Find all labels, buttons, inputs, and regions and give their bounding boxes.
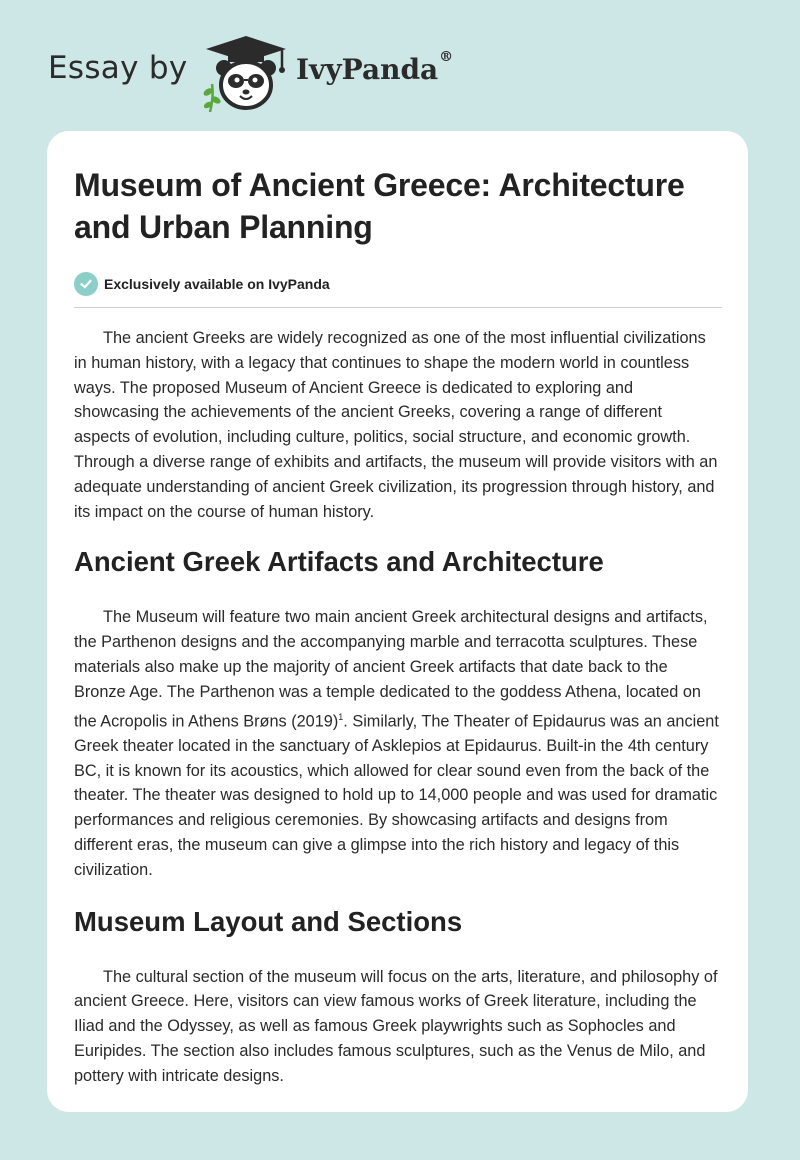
artifacts-text-part-1: The Museum will feature two main ancient Greek architectural designs and artifacts, the Parthenon designs and the accompanying marble and terracotta sculptures. These materials also make up the majority of ancient Greek artifacts that date back to the Bronze Age. The Parthenon was a temple dedicated to the goddess Athena, located on the Acropolis in Athens Brøns (2019) (74, 608, 708, 730)
registered-mark: ® (439, 49, 454, 65)
artifacts-paragraph (74, 605, 721, 882)
panda-logo-icon (200, 34, 292, 112)
section-heading-layout: Museum Layout and Sections (74, 905, 463, 937)
brand-name (296, 49, 454, 86)
essay-card (47, 131, 748, 1112)
brand-name-text: IvyPanda (296, 53, 439, 86)
intro-paragraph: The ancient Greeks are widely recognized as one of the most influential civilizations in human history, with a legacy that continues to shape the modern world in countless ways. The proposed Museum of Ancient Greece is dedicated to exploring and showcasing the achievements of the ancient Greeks, covering a range of different aspects of evolution, including culture, politics, social structure, and economic growth. Through a diverse range of exhibits and artifacts, the museum will provide visitors with an adequate understanding of ancient Greek civilization, its progression through history, and its impact on the course of human history. (74, 329, 718, 521)
site-header (0, 0, 800, 120)
section-heading-artifacts: Ancient Greek Artifacts and Architecture (74, 546, 604, 578)
title-divider (74, 307, 722, 308)
footnote-marker[interactable]: 1 (338, 711, 344, 722)
exclusive-badge-text: Exclusively available on IvyPanda (104, 276, 330, 292)
essay-title: Museum of Ancient Greece: Architecture and Urban Planning (74, 167, 685, 245)
artifacts-text-part-2: . Similarly, The Theater of Epidaurus was an ancient Greek theater located in the sanctuary of Asklepios at Epidaurus. Built-in the 4th century BC, it is known for its acoustics, which allowed for clear sound even from the back of the theater. The theater was designed to hold up to 14,000 people and was used for dramatic performances and religious ceremonies. By showcasing artifacts and designs from different eras, the museum can give a glimpse into the rich history and legacy of this civilization. (74, 711, 719, 879)
exclusive-badge (74, 270, 721, 298)
layout-paragraph: The cultural section of the museum will focus on the arts, literature, and philosophy of ancient Greece. Here, visitors can view famous works of Greek literature, including the Iliad and the Odyssey, as well as famous Greek playwrights such as Sophocles and Euripides. The section also includes famous sculptures, such as the Venus de Milo, and pottery with intricate designs. (74, 967, 718, 1085)
brand-prefix: Essay by (48, 50, 188, 86)
check-icon (74, 272, 98, 296)
